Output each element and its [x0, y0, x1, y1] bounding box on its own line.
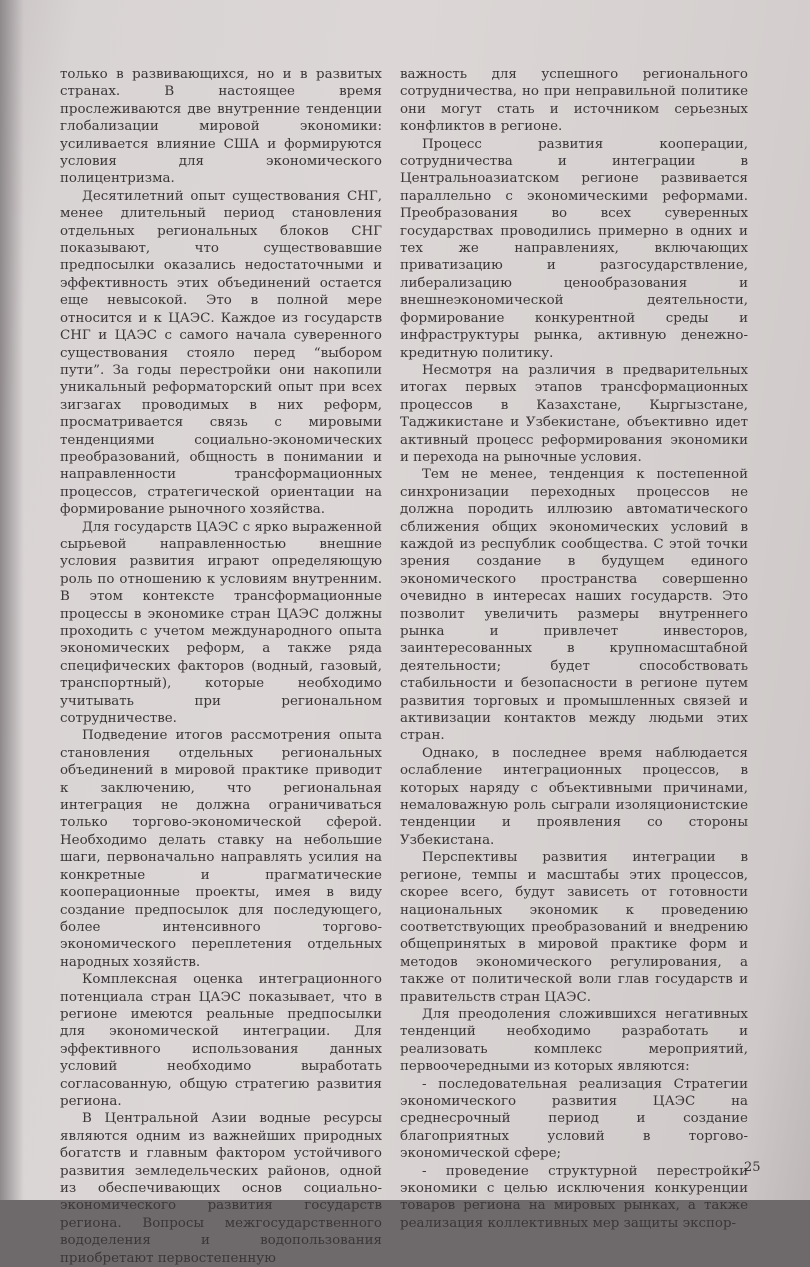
paragraph: Для преодоления сложившихся негативных тенденций необходимо разработать и реализовать комплекс мероприятий, первоочередными из которых являются: — [400, 1006, 748, 1075]
paragraph: Комплексная оценка интеграционного потенциала стран ЦАЭС показывает, что в регионе имеются реальные предпосылки для экономической интеграции. Для эффективного использования данных условий необходимо выработать согласованную, общую стратегию развития региона. — [60, 972, 382, 1109]
paragraph: важность для успешного регионального сотрудничества, но при неправильной политике они могут стать и источником серьезных конфликтов в регионе. — [400, 67, 748, 135]
paragraph: Однако, в последнее время наблюдается ослабление интеграционных процессов, в которых наряду с объективными причинами, немаловажную роль сыграли изоляционистские тенденции и проявления со стороны Узбекистана. — [400, 745, 748, 848]
list-item: - последовательная реализация Стратегии экономического развития ЦАЭС на среднесрочный период и создание благоприятных условий в торгово-экономической сфере; — [400, 1076, 748, 1162]
paragraph: Десятилетний опыт существования СНГ, менее длительный период становления отдельных региональных блоков СНГ показывают, что существовавшие предпосылки оказались недостаточными и эффективность этих объединений остается еще невысокой. Это в полной мере относится и к ЦАЭС. Каждое из государств СНГ и ЦАЭС с самого начала суверенного существования стояло перед “выбором пути”. За годы перестройки они накопили уникальный реформаторский опыт при всех зигзагах проводимых в них реформ, просматривается связь с мировыми тенденциями социально-экономических преобразований, общность в понимании и направленности трансформационных процессов, стратегической ориентации на формирование рыночного хозяйства. — [60, 188, 382, 518]
paragraph: Для государств ЦАЭС с ярко выраженной сырьевой направленностью внешние условия развития играют определяющую роль по отношению к условиям внутренним. В этом контексте трансформационные процессы в экономике стран ЦАЭС должны проходить с учетом международного опыта экономических реформ, а также ряда специфических факторов (водный, газовый, транспортный), которые необходимо учитывать при региональном сотрудничестве. — [60, 519, 382, 727]
paragraph: В Центральной Азии водные ресурсы являются одним из важнейших природных богатств и главным фактором устойчивого развития земледельческих районов, одной из обеспечивающих основ социально-экономического развития государств региона. Вопросы межгосударственного вододеления и водопользования приобретают первостепенную — [60, 1111, 382, 1266]
paragraph: Процесс развития кооперации, сотрудничества и интеграции в Центральноазиатском регионе развивается параллельно с экономическими реформами. Преобразования во всех суверенных государствах проводились примерно в одних и тех же направлениях, включающих приватизацию и разгосударствление, либерализацию ценообразования и внешнеэкономической деятельности, формирование конкурентной среды и инфраструктуры рынка, активную денежно-кредитную политику. — [400, 136, 748, 361]
paragraph: Перспективы развития интеграции в регионе, темпы и масштабы этих процессов, скорее всего, будут зависеть от готовности национальных экономик к проведению соответствующих преобразований и внедрению общепринятых в мировой практике форм и методов экономического регулирования, а также от политической воли глав государств и правительств стран ЦАЭС. — [400, 850, 748, 1005]
page-binding-shadow — [0, 0, 24, 1200]
paragraph: только в развивающихся, но и в развитых странах. В настоящее время прослеживаются две внутренние тенденции глобализации мировой экономики: усиливается влияние США и формируются условия для экономического полицентризма. — [60, 67, 382, 187]
left-text-column — [60, 66, 382, 1267]
list-item: - проведение структурной перестройки экономики с целью исключения конкуренции товаров региона на мировых рынках, а также реализация коллективных мер защиты экспор- — [400, 1163, 748, 1231]
paragraph: Несмотря на различия в предварительных итогах первых этапов трансформационных процессов в Казахстане, Кыргызстане, Таджикистане и Узбекистане, объективно идет активный процесс реформирования экономики и перехода на рыночные условия. — [400, 362, 748, 465]
page-number: 25 — [744, 1160, 761, 1175]
paragraph: Подведение итогов рассмотрения опыта становления отдельных региональных объединений в мировой практике приводит к заключению, что региональная интеграция не должна ограничиваться только торгово-экономической сферой. Необходимо делать ставку на небольшие шаги, первоначально направлять усилия на конкретные и прагматические кооперационные проекты, имея в виду создание предпосылок для последующего, более интенсивного торгово-экономического переплетения отдельных народных хозяйств. — [60, 728, 382, 970]
paragraph: Тем не менее, тенденция к постепенной синхронизации переходных процессов не должна породить иллюзию автоматического сближения общих экономических условий в каждой из республик сообщества. С этой точки зрения создание в будущем единого экономического пространства совершенно очевидно в интересах наших государств. Это позволит увеличить размеры внутреннего рынка и привлечет инвесторов, заинтересованных в крупномасштабной деятельности; будет способствовать стабильности и безопасности в регионе путем развития торговых и промышленных связей и активизации контактов между людьми этих стран. — [400, 467, 748, 744]
right-text-column — [400, 66, 748, 1232]
